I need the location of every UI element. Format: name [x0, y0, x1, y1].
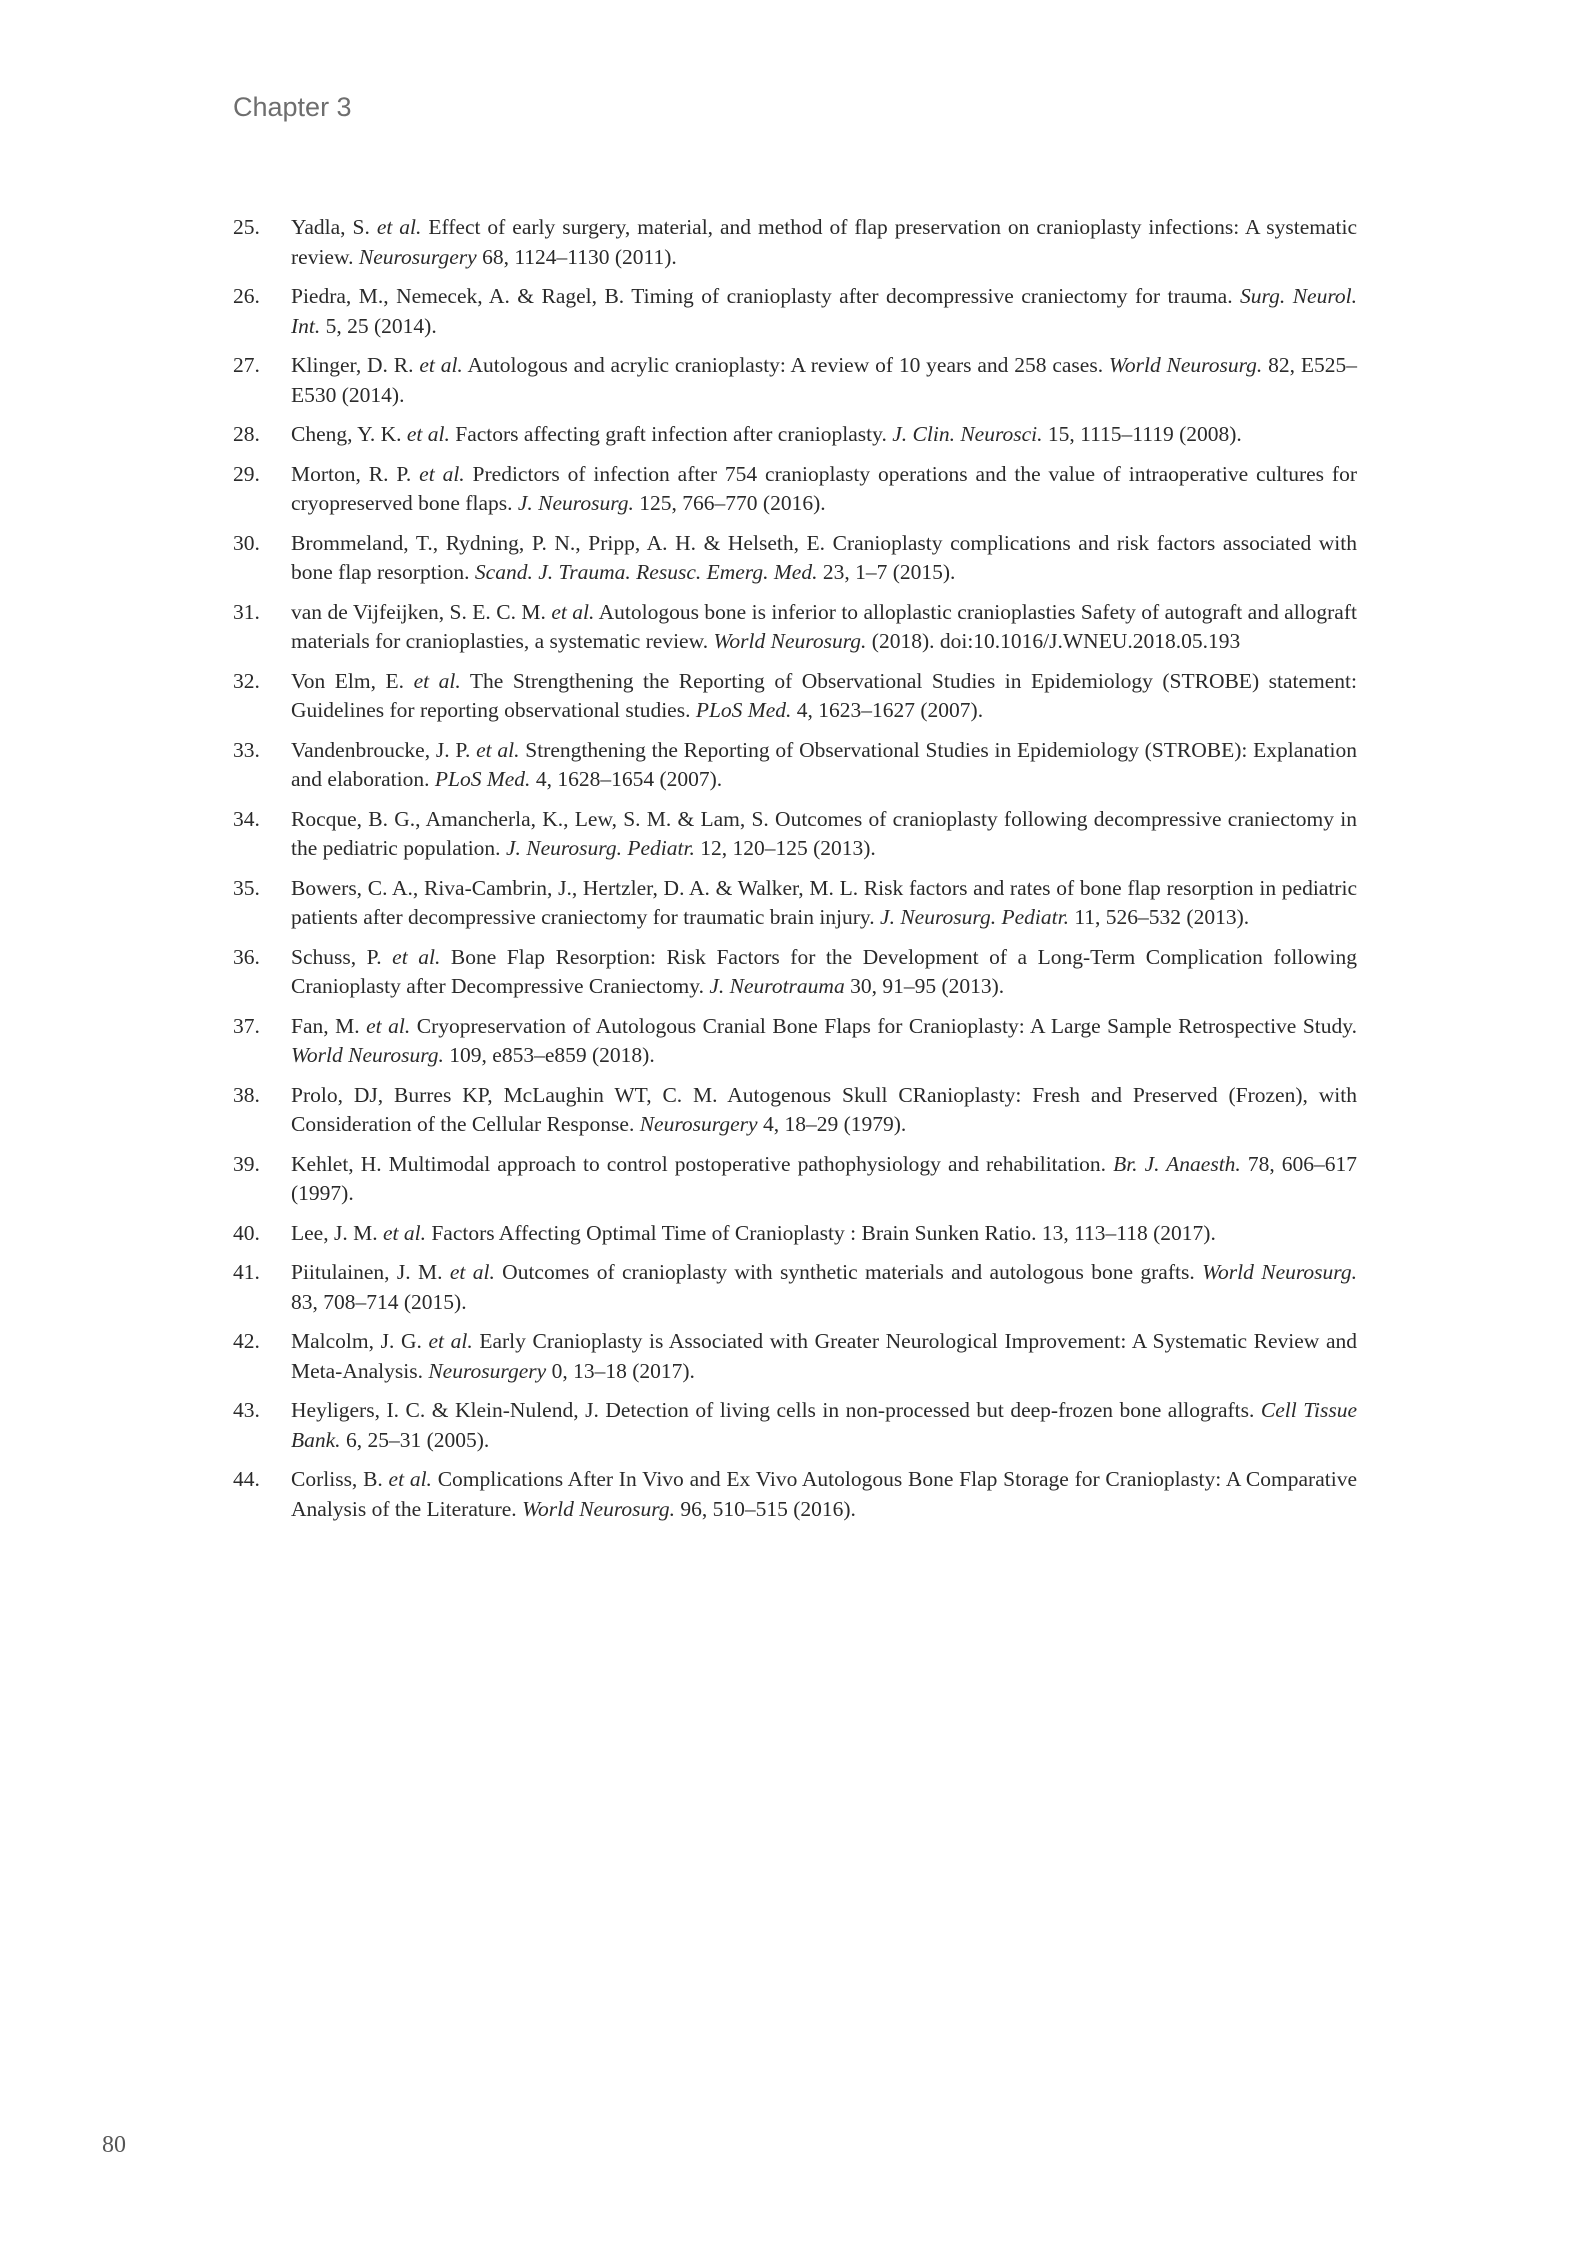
reference-segment: Piitulainen, J. M.	[291, 1260, 450, 1284]
reference-italic-segment: World Neurosurg.	[522, 1496, 675, 1521]
reference-segment: Von Elm, E.	[291, 668, 414, 693]
reference-number: 37.	[233, 1013, 260, 1038]
reference-italic-segment: et al.	[428, 1329, 473, 1353]
reference-item	[233, 1219, 1357, 1249]
reference-segment: Predictors of infection after 754 cranioplasty operations and the value of intraoperative cultures for cryopreserved bone flaps.	[291, 461, 1357, 515]
reference-item	[233, 1012, 1357, 1071]
reference-segment: 11, 526–532 (2013).	[1068, 905, 1250, 929]
reference-italic-segment: et al.	[382, 1220, 426, 1245]
reference-segment: Heyligers, I. C. & Klein-Nulend, J. Detection of living cells in non-processed but deep-frozen bone allografts.	[291, 1398, 1261, 1422]
reference-segment: Kehlet, H. Multimodal approach to control postoperative pathophysiology and rehabilitation.	[291, 1151, 1114, 1176]
reference-text	[291, 460, 1357, 519]
reference-segment: Piedra, M., Nemecek, A. & Ragel, B. Timing of cranioplasty after decompressive craniectomy for trauma.	[291, 284, 1241, 308]
chapter-heading: Chapter 3	[233, 92, 352, 122]
reference-item	[233, 1258, 1357, 1317]
reference-italic-segment: et al.	[406, 422, 450, 446]
reference-segment: Cheng, Y. K.	[291, 422, 407, 446]
reference-segment: Factors Affecting Optimal Time of Cranioplasty : Brain Sunken Ratio. 13, 113–118 (2017).	[425, 1220, 1216, 1245]
reference-segment: Morton, R. P.	[291, 461, 420, 486]
reference-text	[291, 667, 1357, 726]
reference-number: 38.	[233, 1082, 260, 1107]
reference-italic-segment: Surg. Neurol. Int.	[291, 284, 1358, 338]
reference-segment: 4, 1623–1627 (2007).	[791, 698, 984, 722]
reference-italic-segment: et al.	[419, 461, 465, 486]
reference-italic-segment: Scand. J. Trauma. Resusc. Emerg. Med.	[474, 560, 818, 584]
reference-italic-segment: World Neurosurg.	[291, 1043, 444, 1067]
reference-segment: Early Cranioplasty is Associated with Greater Neurological Improvement: A Systematic Review and Meta-Analysis.	[291, 1329, 1357, 1383]
reference-segment: 78, 606–617 (1997).	[291, 1151, 1357, 1205]
reference-number: 36.	[233, 944, 260, 969]
reference-segment: 96, 510–515 (2016).	[674, 1496, 856, 1521]
reference-text	[291, 1219, 1357, 1249]
reference-item	[233, 943, 1357, 1002]
reference-segment: Outcomes of cranioplasty with synthetic materials and autologous bone grafts.	[494, 1260, 1203, 1284]
reference-segment: 68, 1124–1130 (2011).	[476, 244, 677, 269]
reference-text	[291, 529, 1357, 588]
reference-italic-segment: J. Neurosurg. Pediatr.	[880, 905, 1069, 929]
reference-item	[233, 1081, 1357, 1140]
reference-italic-segment: World Neurosurg.	[1108, 353, 1263, 377]
reference-number: 32.	[233, 668, 260, 693]
reference-segment: Factors affecting graft infection after cranioplasty.	[449, 422, 893, 446]
reference-italic-segment: Cell Tissue Bank.	[291, 1398, 1357, 1452]
reference-segment: Fan, M.	[291, 1013, 367, 1038]
reference-segment: 6, 25–31 (2005).	[340, 1427, 490, 1452]
reference-item	[233, 351, 1357, 410]
reference-number: 41.	[233, 1260, 260, 1284]
reference-segment: Bowers, C. A., Riva-Cambrin, J., Hertzler, D. A. & Walker, M. L. Risk factors and rates of bone flap resorption in pediatric patients after decompressive craniectomy for traumatic brain injury.	[291, 875, 1357, 929]
reference-number: 42.	[233, 1329, 260, 1353]
reference-segment: 109, e853–e859 (2018).	[443, 1043, 655, 1067]
reference-segment: Brommeland, T., Rydning, P. N., Pripp, A. H. & Helseth, E. Cranioplasty complications and risk factors associated with bone flap resorption.	[291, 530, 1357, 584]
reference-text	[291, 1081, 1357, 1140]
reference-text	[291, 598, 1357, 657]
reference-number: 35.	[233, 875, 260, 900]
reference-italic-segment: World Neurosurg.	[713, 629, 867, 653]
reference-text	[291, 1396, 1357, 1455]
reference-number: 27.	[233, 353, 260, 377]
reference-item	[233, 420, 1357, 450]
reference-list	[233, 213, 1357, 1534]
reference-number: 25.	[233, 215, 260, 239]
reference-text	[291, 282, 1357, 341]
reference-italic-segment: et al.	[419, 353, 463, 377]
reference-text	[291, 1258, 1357, 1317]
reference-segment: Cryopreservation of Autologous Cranial Bone Flaps for Cranioplasty: A Large Sample Retrospective Study.	[410, 1013, 1357, 1038]
reference-segment: 83, 708–714 (2015).	[291, 1289, 467, 1314]
reference-text	[291, 874, 1357, 933]
reference-item	[233, 874, 1357, 933]
reference-item	[233, 529, 1357, 588]
reference-segment: Bone Flap Resorption: Risk Factors for the Development of a Long-Term Complication following Cranioplasty after Decompressive Craniectomy.	[291, 944, 1357, 998]
reference-segment: Schuss, P.	[291, 944, 393, 969]
reference-item	[233, 1396, 1357, 1455]
reference-italic-segment: Neurosurgery	[639, 1112, 758, 1136]
reference-italic-segment: J. Neurosurg.	[517, 491, 634, 515]
reference-italic-segment: Neurosurgery	[358, 244, 477, 269]
reference-number: 43.	[233, 1398, 260, 1422]
reference-segment: Corliss, B.	[291, 1467, 389, 1491]
reference-italic-segment: et al.	[392, 944, 441, 969]
reference-italic-segment: et al.	[366, 1013, 411, 1038]
reference-number: 40.	[233, 1220, 260, 1245]
reference-item	[233, 460, 1357, 519]
reference-item	[233, 1465, 1357, 1524]
reference-segment: The Strengthening the Reporting of Observational Studies in Epidemiology (STROBE) statement: Guidelines for reporting observational studies.	[291, 668, 1357, 722]
reference-text	[291, 805, 1357, 864]
reference-segment: 125, 766–770 (2016).	[633, 491, 826, 515]
reference-segment: Autologous and acrylic cranioplasty: A review of 10 years and 258 cases.	[462, 353, 1109, 377]
reference-number: 26.	[233, 284, 260, 308]
reference-text	[291, 1150, 1357, 1209]
reference-segment: 0, 13–18 (2017).	[546, 1358, 695, 1383]
reference-item	[233, 1327, 1357, 1386]
reference-item	[233, 667, 1357, 726]
reference-text	[291, 1465, 1357, 1524]
reference-italic-segment: World Neurosurg.	[1202, 1260, 1357, 1284]
reference-segment: Malcolm, J. G.	[291, 1329, 429, 1353]
reference-number: 44.	[233, 1467, 260, 1491]
reference-text	[291, 351, 1357, 410]
reference-segment: Yadla, S.	[291, 215, 377, 239]
reference-segment: 5, 25 (2014).	[320, 313, 437, 338]
reference-segment: 12, 120–125 (2013).	[694, 836, 876, 860]
reference-italic-segment: Neurosurgery	[428, 1358, 547, 1383]
reference-item	[233, 213, 1357, 272]
reference-text	[291, 213, 1357, 272]
reference-italic-segment: et al.	[551, 599, 595, 624]
reference-item	[233, 736, 1357, 795]
reference-italic-segment: et al.	[376, 215, 422, 239]
reference-number: 39.	[233, 1151, 260, 1176]
reference-segment: 23, 1–7 (2015).	[817, 560, 956, 584]
reference-segment: Klinger, D. R.	[291, 353, 420, 377]
reference-segment: (2018). doi:10.1016/J.WNEU.2018.05.193	[866, 629, 1241, 653]
reference-text	[291, 943, 1357, 1002]
reference-segment: 30, 91–95 (2013).	[844, 974, 1005, 998]
reference-segment: Complications After In Vivo and Ex Vivo Autologous Bone Flap Storage for Cranioplasty: A Comparative Analysis of the Literature.	[291, 1467, 1357, 1521]
reference-item	[233, 805, 1357, 864]
reference-segment: 15, 1115–1119 (2008).	[1042, 422, 1242, 446]
reference-number: 31.	[233, 599, 260, 624]
reference-number: 34.	[233, 806, 260, 831]
reference-segment: Vandenbroucke, J. P.	[291, 737, 477, 762]
reference-italic-segment: et al.	[413, 668, 461, 693]
reference-number: 33.	[233, 737, 260, 762]
reference-segment: 4, 18–29 (1979).	[757, 1112, 907, 1136]
reference-segment: Prolo, DJ, Burres KP, McLaughin WT, C. M. Autogenous Skull CRanioplasty: Fresh and Preserved (Frozen), with Consideration of the Cellular Response.	[291, 1082, 1357, 1136]
reference-italic-segment: et al.	[388, 1467, 432, 1491]
reference-item	[233, 598, 1357, 657]
reference-number: 29.	[233, 461, 260, 486]
reference-italic-segment: J. Neurotrauma	[709, 974, 845, 998]
reference-item	[233, 282, 1357, 341]
reference-segment: Autologous bone is inferior to alloplastic cranioplasties Safety of autograft and allograft materials for cranioplasties, a systematic review.	[291, 599, 1357, 653]
reference-segment: Strengthening the Reporting of Observational Studies in Epidemiology (STROBE): Explanation and elaboration.	[291, 737, 1357, 791]
reference-italic-segment: Br. J. Anaesth.	[1113, 1151, 1241, 1176]
reference-italic-segment: PLoS Med.	[434, 767, 531, 791]
reference-number: 30.	[233, 530, 260, 555]
reference-number: 28.	[233, 422, 260, 446]
reference-italic-segment: J. Clin. Neurosci.	[892, 422, 1043, 446]
reference-italic-segment: J. Neurosurg. Pediatr.	[505, 836, 695, 860]
reference-italic-segment: PLoS Med.	[695, 698, 792, 722]
reference-text	[291, 736, 1357, 795]
reference-item	[233, 1150, 1357, 1209]
reference-segment: van de Vijfeijken, S. E. C. M.	[291, 599, 552, 624]
reference-text	[291, 1327, 1357, 1386]
reference-text	[291, 1012, 1357, 1071]
reference-segment: 4, 1628–1654 (2007).	[530, 767, 723, 791]
reference-segment: Effect of early surgery, material, and method of flap preservation on cranioplasty infections: A systematic review.	[291, 215, 1357, 269]
reference-segment: Lee, J. M.	[291, 1220, 383, 1245]
reference-segment: 82, E525–E530 (2014).	[291, 353, 1358, 407]
reference-text	[291, 420, 1357, 450]
reference-italic-segment: et al.	[449, 1260, 495, 1284]
reference-segment: Rocque, B. G., Amancherla, K., Lew, S. M. & Lam, S. Outcomes of cranioplasty following decompressive craniectomy in the pediatric population.	[291, 806, 1357, 860]
reference-italic-segment: et al.	[476, 737, 520, 762]
page-number: 80	[102, 2132, 126, 2158]
